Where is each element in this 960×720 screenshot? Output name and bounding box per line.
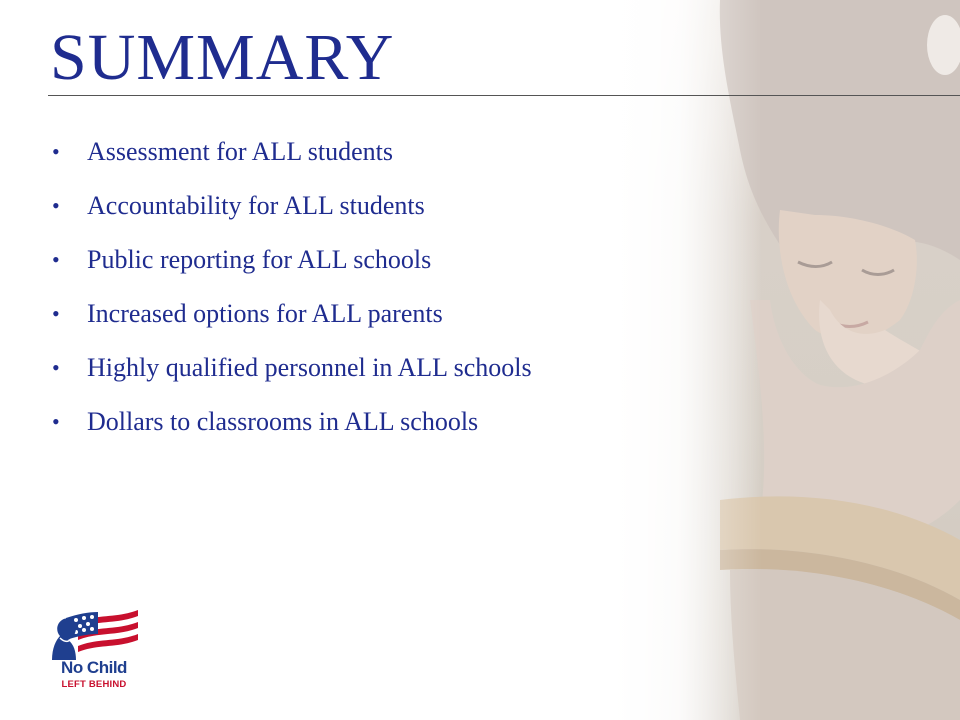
bullet-text: Public reporting for ALL schools	[87, 245, 432, 274]
reading-girl-illustration	[600, 0, 960, 720]
bullet-text: Accountability for ALL students	[87, 191, 425, 220]
bullet-icon: •	[52, 301, 60, 326]
bullet-icon: •	[52, 139, 60, 164]
bullet-text: Assessment for ALL students	[87, 137, 393, 166]
bullet-text: Highly qualified personnel in ALL schools	[87, 353, 532, 382]
bullet-icon: •	[52, 409, 60, 434]
bullet-icon: •	[52, 193, 60, 218]
flag-child-icon	[48, 608, 140, 660]
slide-title: SUMMARY	[50, 21, 395, 94]
title-divider	[48, 95, 960, 96]
bullet-icon: •	[52, 355, 60, 380]
logo-text-line2: LEFT BEHIND	[61, 679, 127, 690]
no-child-left-behind-logo	[48, 608, 140, 696]
bullet-icon: •	[52, 247, 60, 272]
logo-text-line1: No Child	[61, 658, 127, 677]
bullet-text: Increased options for ALL parents	[87, 299, 443, 328]
background-photo	[600, 0, 960, 720]
bullet-text: Dollars to classrooms in ALL schools	[87, 407, 479, 436]
